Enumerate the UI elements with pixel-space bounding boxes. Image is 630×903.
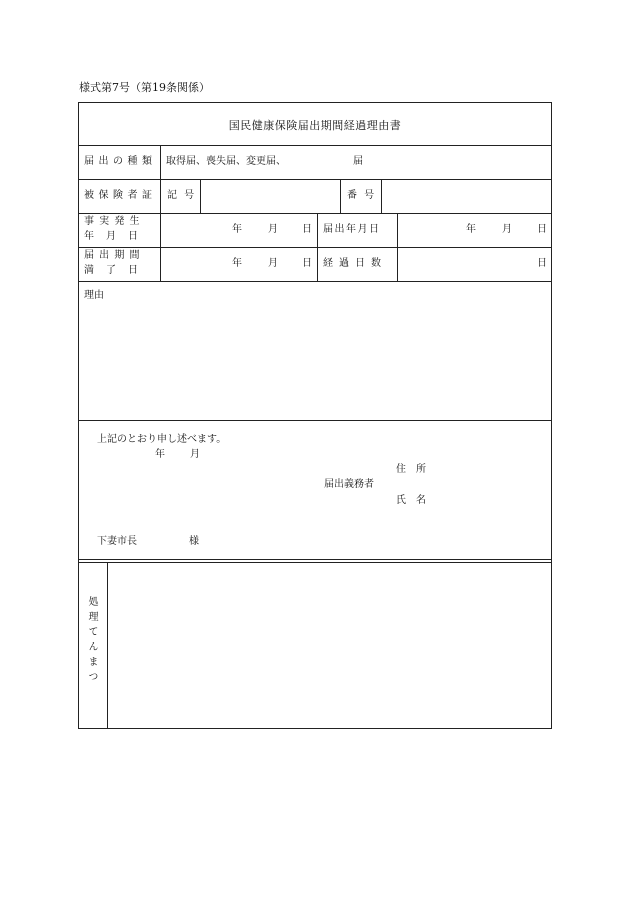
declaration-month: 月 <box>190 449 200 460</box>
deadline-date-label-line2: 満 了 日 <box>84 265 139 276</box>
address-field[interactable] <box>440 462 546 478</box>
name-label: 氏 名 <box>396 495 426 506</box>
processing-label: 処理てんまつ <box>86 596 97 686</box>
occurrence-date-label-line1: 事 実 発 生 <box>84 216 141 227</box>
deadline-month: 月 <box>268 258 278 269</box>
symbol-label: 記 号 <box>167 190 197 201</box>
reason-field[interactable] <box>80 304 550 418</box>
deadline-year: 年 <box>232 258 242 269</box>
processing-field[interactable] <box>109 563 550 727</box>
number-label: 番 号 <box>347 190 377 201</box>
reason-label: 理由 <box>84 290 104 301</box>
addressee: 下妻市長 <box>97 536 137 547</box>
number-field[interactable] <box>382 180 550 213</box>
notification-type-label-text: 届出の種類 <box>84 156 157 167</box>
form-title: 国民健康保険届出期間経過理由書 <box>228 119 402 132</box>
form-number: 様式第7号（第19条関係） <box>79 81 210 94</box>
notification-type-suffix: 届 <box>353 156 363 167</box>
deadline-date-label-line1: 届 出 期 間 <box>84 250 141 261</box>
name-field[interactable] <box>440 493 546 509</box>
occurrence-month: 月 <box>268 224 278 235</box>
insured-card-label: 被保険者証 <box>84 190 157 201</box>
notification-date-label: 届出年月日 <box>323 224 381 235</box>
notification-year: 年 <box>466 224 476 235</box>
deadline-day: 日 <box>302 258 312 269</box>
occurrence-day: 日 <box>302 224 312 235</box>
elapsed-days-label: 経過日数 <box>323 258 387 269</box>
occurrence-year: 年 <box>232 224 242 235</box>
obligor-label: 届出義務者 <box>324 479 374 490</box>
elapsed-days-field[interactable] <box>398 248 550 281</box>
notification-type-value: 取得届、喪失届、変更届、 <box>166 156 286 167</box>
declaration-statement: 上記のとおり申し述べます。 <box>97 434 227 445</box>
notification-day: 日 <box>537 224 547 235</box>
notification-month: 月 <box>502 224 512 235</box>
occurrence-date-label-line2: 年 月 日 <box>84 231 139 242</box>
notification-type-label <box>84 157 156 167</box>
address-label: 住 所 <box>396 464 426 475</box>
elapsed-days-unit: 日 <box>537 258 547 269</box>
symbol-field[interactable] <box>202 180 339 213</box>
declaration-year: 年 <box>155 449 165 460</box>
honorific: 様 <box>189 536 199 547</box>
